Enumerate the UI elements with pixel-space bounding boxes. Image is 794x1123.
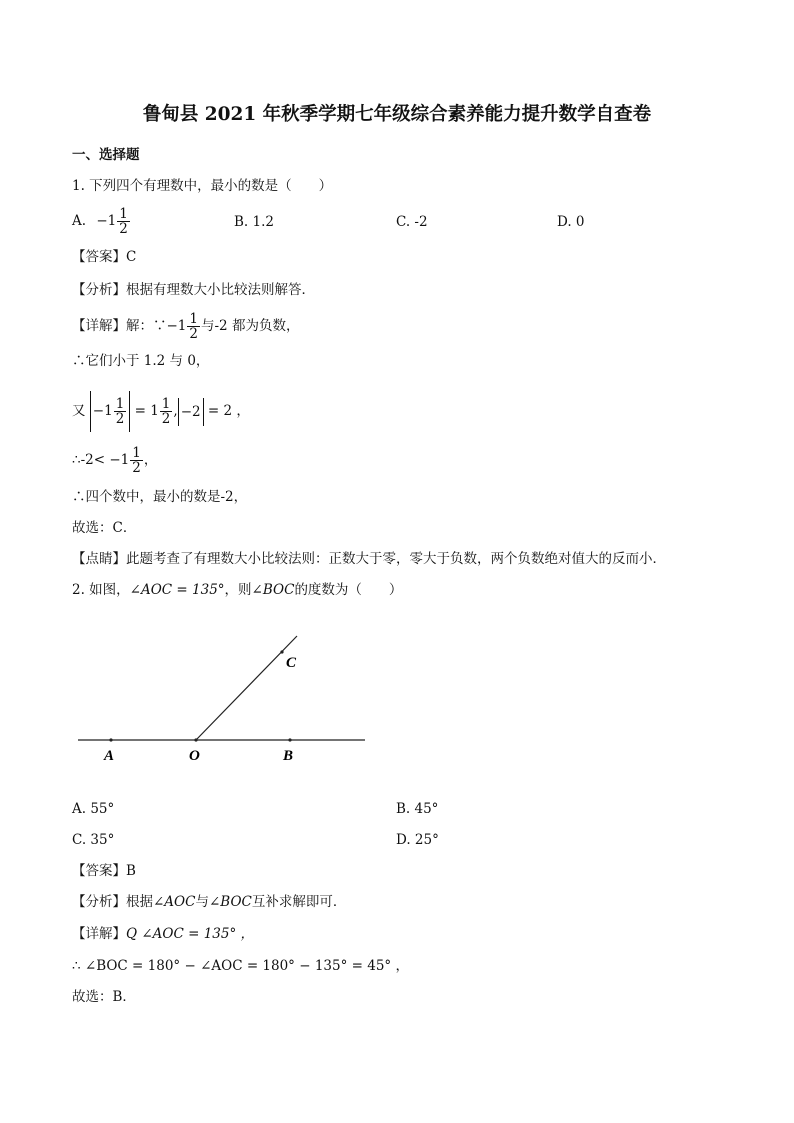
fraction-denominator: 2 xyxy=(115,411,125,427)
analysis-math: ∠AOC xyxy=(153,894,196,910)
q1-answer xyxy=(72,248,136,266)
fraction-numerator: 1 xyxy=(115,396,125,412)
analysis-label: 【分析】 xyxy=(72,282,126,298)
detail-text: = 1 xyxy=(134,403,159,419)
q1-option-a-whole: −1 xyxy=(96,213,117,229)
stem-math: ∠AOC = 135° xyxy=(129,582,225,598)
page-title: 鲁甸县 2021 年秋季学期七年级综合素养能力提升数学自查卷 xyxy=(142,104,652,125)
point-b xyxy=(288,738,291,741)
detail-text: = 2 ， xyxy=(207,403,250,419)
q1-detail-line3 xyxy=(72,391,250,432)
label-o: O xyxy=(189,748,200,764)
analysis-label: 【分析】 xyxy=(72,894,126,910)
q2-option-a[interactable]: A. 55° xyxy=(72,801,115,817)
detail-math: Q ∠AOC = 135° ， xyxy=(126,926,255,942)
analysis-text: 根据有理数大小比较法则解答． xyxy=(126,282,315,298)
stem-text: ，则 xyxy=(224,582,252,598)
q2-analysis xyxy=(72,893,346,911)
q2-detail-line2: ∴ ∠BOC = 180° − ∠AOC = 180° − 135° = 45° ， xyxy=(72,958,409,974)
q2-stem xyxy=(72,581,402,599)
absolute-value xyxy=(90,391,131,432)
fraction xyxy=(130,446,143,475)
label-c: C xyxy=(286,655,297,671)
point-c xyxy=(280,650,283,653)
q1-option-c[interactable]: C. -2 xyxy=(396,214,428,230)
absolute-value xyxy=(178,398,204,426)
label-b: B xyxy=(283,748,294,764)
fraction-numerator: 1 xyxy=(132,445,141,461)
q2-option-b[interactable]: B. 45° xyxy=(396,801,439,817)
point-o xyxy=(194,738,197,741)
q1-option-b[interactable]: B. 1.2 xyxy=(234,214,274,230)
q1-analysis xyxy=(72,281,315,299)
q2-detail-line1 xyxy=(72,925,254,943)
fraction-numerator: 1 xyxy=(119,206,128,222)
detail-label: 【详解】 xyxy=(72,318,126,334)
detail-text: 解：∵−1 xyxy=(126,318,187,334)
analysis-text: 互补求解即可． xyxy=(251,894,347,910)
stem-text: 的度数为（ ） xyxy=(294,582,403,598)
detail-text: −2 xyxy=(180,403,201,420)
q1-detail-line5: ∴四个数中，最小的数是-2， xyxy=(72,489,248,505)
answer-label: 【答案】 xyxy=(72,863,126,879)
detail-label: 【详解】 xyxy=(72,926,126,942)
fraction xyxy=(114,397,127,426)
answer-label: 【答案】 xyxy=(72,249,126,265)
angle-figure xyxy=(70,625,380,775)
q2-answer xyxy=(72,862,136,880)
q1-option-a[interactable] xyxy=(72,206,131,236)
comment-label: 【点睛】 xyxy=(72,551,126,567)
fraction xyxy=(160,397,173,426)
comment-text: 此题考查了有理数大小比较法则：正数大于零，零大于负数，两个负数绝对值大的反而小． xyxy=(126,551,666,567)
fraction-denominator: 2 xyxy=(189,326,198,342)
q2-detail-line3: 故选：B． xyxy=(72,989,136,1005)
detail-text: −1 xyxy=(92,403,113,419)
q1-stem: 1. 下列四个有理数中，最小的数是（ ） xyxy=(72,178,333,194)
section-heading: 一、选择题 xyxy=(72,147,140,163)
point-a xyxy=(109,738,112,741)
fraction-denominator: 2 xyxy=(132,460,141,476)
q1-option-a-fraction xyxy=(117,207,130,236)
detail-text: 又 xyxy=(72,403,86,419)
q1-option-a-prefix: A. xyxy=(72,213,87,229)
analysis-text: 与 xyxy=(195,894,209,910)
q2-option-c[interactable]: C. 35° xyxy=(72,832,115,848)
detail-text: ， xyxy=(143,452,158,468)
fraction-denominator: 2 xyxy=(161,411,171,427)
fraction-denominator: 2 xyxy=(119,221,128,237)
q1-option-d[interactable]: D. 0 xyxy=(557,214,585,230)
q1-detail-line2: ∴它们小于 1.2 与 0， xyxy=(72,353,210,369)
analysis-text: 根据 xyxy=(126,894,153,910)
detail-text: , xyxy=(173,403,178,419)
q1-detail-line4 xyxy=(72,443,157,477)
q1-detail-line6: 故选：C． xyxy=(72,520,137,536)
q2-option-d[interactable]: D. 25° xyxy=(396,832,439,848)
fraction-numerator: 1 xyxy=(189,311,198,327)
label-a: A xyxy=(104,748,115,764)
fraction xyxy=(187,312,200,341)
analysis-math: ∠BOC xyxy=(208,894,252,910)
stem-math: ∠BOC xyxy=(251,582,295,598)
stem-text: 2. 如图， xyxy=(72,582,130,598)
answer-value: B xyxy=(126,863,136,879)
answer-value: C xyxy=(126,249,137,265)
detail-text: 与-2 都为负数， xyxy=(201,318,300,334)
q1-detail-line1 xyxy=(72,309,299,343)
q1-comment xyxy=(72,550,666,568)
detail-text: ∴-2< −1 xyxy=(72,452,130,468)
fraction-numerator: 1 xyxy=(161,396,171,412)
